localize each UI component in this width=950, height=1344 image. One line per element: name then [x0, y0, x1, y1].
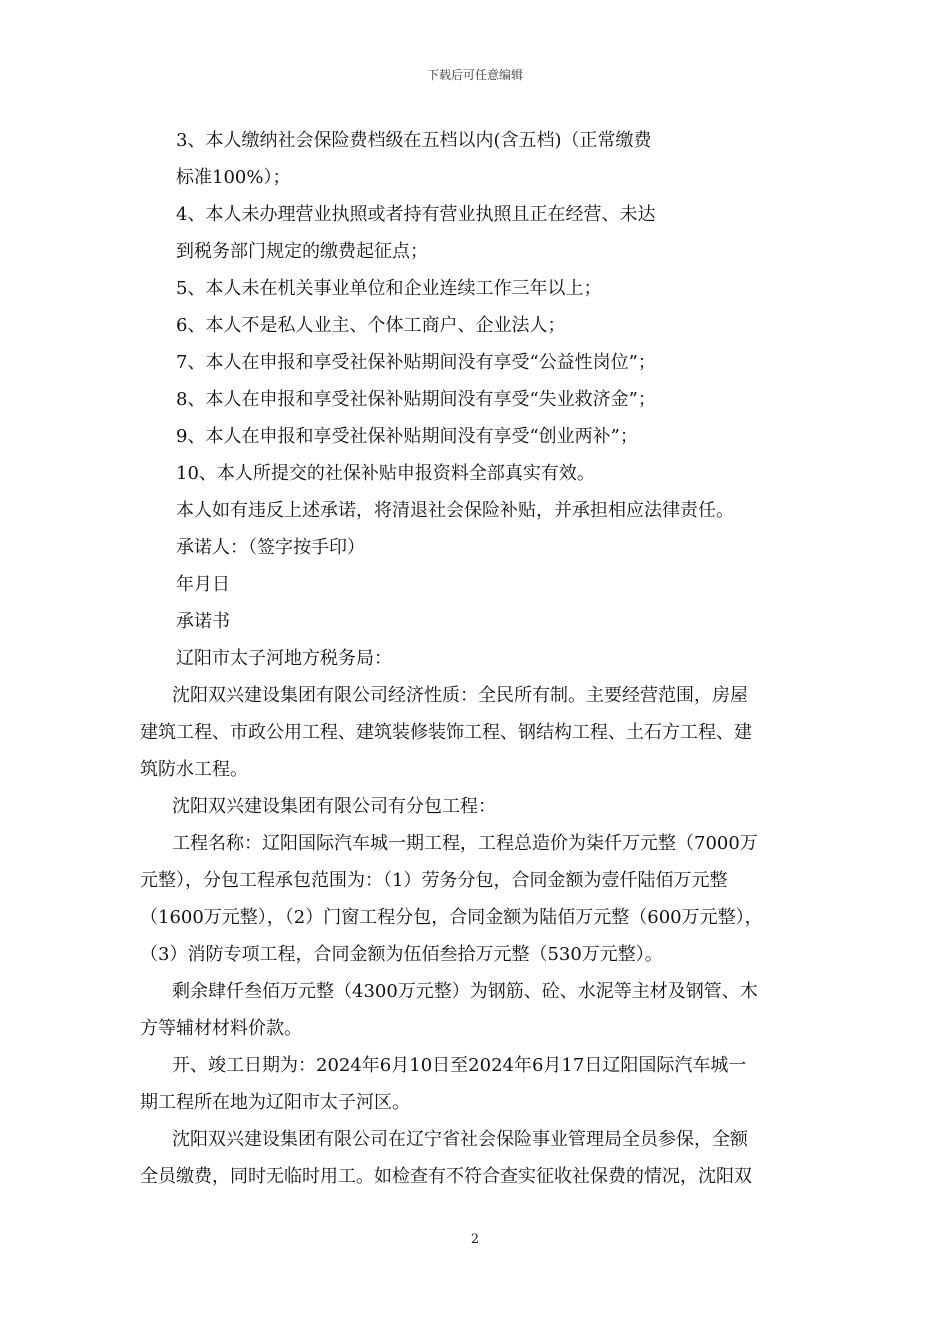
page-header: 下载后可任意编辑 [426, 68, 523, 82]
text-line: 方等辅材材料价款。 [140, 1018, 302, 1039]
text-line: 4、本人未办理营业执照或者持有营业执照且正在经营、未达 [176, 204, 656, 225]
text-line: 5、本人未在机关事业单位和企业连续工作三年以上； [176, 278, 602, 299]
text-line: 8、本人在申报和享受社保补贴期间没有享受“失业救济金”； [176, 389, 656, 410]
text-line: 到税务部门规定的缴费起征点； [176, 241, 428, 262]
text-line: 沈阳双兴建设集团有限公司有分包工程： [172, 796, 496, 817]
text-line: 7、本人在申报和享受社保补贴期间没有享受“公益性岗位”； [176, 352, 656, 373]
text-line: 沈阳双兴建设集团有限公司经济性质：全民所有制。主要经营范围，房屋 [172, 685, 748, 706]
text-line: 承诺书 [176, 611, 230, 632]
page-number: 2 [470, 1232, 480, 1247]
text-line: 10、本人所提交的社保补贴申报资料全部真实有效。 [176, 463, 595, 484]
text-line: 元整），分包工程承包范围为：（1）劳务分包，合同金额为壹仟陆佰万元整 [140, 870, 728, 891]
text-line: 期工程所在地为辽阳市太子河区。 [140, 1092, 410, 1113]
text-line: 工程名称：辽阳国际汽车城一期工程，工程总造价为柒仟万元整（7000万 [172, 833, 758, 854]
text-line: 辽阳市太子河地方税务局： [176, 648, 392, 669]
text-line: 3、本人缴纳社会保险费档级在五档以内(含五档)（正常缴费 [176, 130, 652, 151]
text-line: 开、竣工日期为：2024年6月10日至2024年6月17日辽阳国际汽车城一 [172, 1055, 747, 1076]
text-line: （3）消防专项工程，合同金额为伍佰叁拾万元整（530万元整）。 [140, 944, 663, 965]
text-line: 本人如有违反上述承诺，将清退社会保险补贴，并承担相应法律责任。 [176, 500, 734, 521]
text-line: 筑防水工程。 [140, 759, 248, 780]
text-line: 标准100%）； [176, 167, 291, 188]
text-line: （1600万元整），（2）门窗工程分包，合同金额为陆佰万元整（600万元整）， [140, 907, 763, 928]
text-line: 承诺人：（签字按手印） [176, 537, 365, 558]
text-line: 全员缴费，同时无临时用工。如检查有不符合查实征收社保费的情况，沈阳双 [140, 1166, 752, 1187]
text-line: 年月日 [176, 574, 230, 595]
text-line: 建筑工程、市政公用工程、建筑装修装饰工程、钢结构工程、土石方工程、建 [140, 722, 752, 743]
text-line: 剩余肆仟叁佰万元整（4300万元整）为钢筋、砼、水泥等主材及钢管、木 [172, 981, 758, 1002]
document-body [140, 122, 820, 1195]
text-line: 沈阳双兴建设集团有限公司在辽宁省社会保险事业管理局全员参保，全额 [172, 1129, 748, 1150]
text-line: 9、本人在申报和享受社保补贴期间没有享受“创业两补”； [176, 426, 638, 447]
text-line: 6、本人不是私人业主、个体工商户、企业法人； [176, 315, 566, 336]
